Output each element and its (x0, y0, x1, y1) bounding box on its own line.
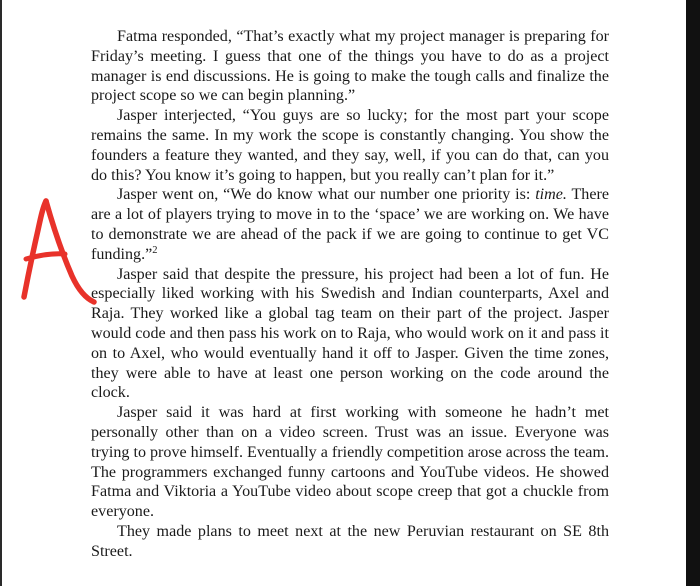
paragraph-text-end: There are a lot of players trying to move in to the ‘space’ we are working on. We have to demonstrate we are ahead of the pack if we are going to continue to get VC funding.” (91, 186, 609, 263)
emphasized-word: time. (535, 186, 567, 204)
paragraph-fatma-response: Fatma responded, “That’s exactly what my project manager is preparing for Friday’s meeting. I guess that one of the things you have to do as a project manager is end discussions. He is going to make the tough calls and finalize the project scope so we can begin planning.” (91, 28, 609, 105)
paragraph-text-start: Jasper went on, “We do know what our number one priority is: (117, 186, 536, 204)
paragraph-jasper-went-on (91, 185, 609, 264)
handwritten-letter-a-annotation (12, 196, 102, 306)
document-body (91, 27, 609, 562)
left-page-edge (0, 0, 2, 586)
right-page-edge (686, 0, 700, 586)
paragraph-jasper-interjected: Jasper interjected, “You guys are so lucky; for the most part your scope remains the same. In my work the scope is constantly changing. You show the founders a feature they wanted, and they say, well, if you can do that, can you do this? You know it’s going to happen, but you really can’t plan for it.” (91, 107, 609, 184)
footnote-marker: 2 (152, 244, 158, 256)
paragraph-meet-plans: They made plans to meet next at the new Peruvian restaurant on SE 8th Street. (91, 522, 609, 560)
paragraph-jasper-pressure: Jasper said that despite the pressure, his project had been a lot of fun. He especially liked working with his Swedish and Indian counterparts, Axel and Raja. They worked like a global tag team on their part of the project. Jasper would code and then pass his work on to Raja, who would work on it and pass it on to Axel, who would eventually hand it off to Jasper. Given the time zones, they were able to have at least one person working on the code around the clock. (91, 265, 609, 402)
paragraph-jasper-trust: Jasper said it was hard at first working with someone he hadn’t met personally other than on a video screen. Trust was an issue. Everyone was trying to prove himself. Eventually a friendly competition arose across the team. The programmers exchanged funny cartoons and YouTube videos. He showed Fatma and Viktoria a YouTube video about scope creep that got a chuckle from everyone. (91, 404, 609, 521)
